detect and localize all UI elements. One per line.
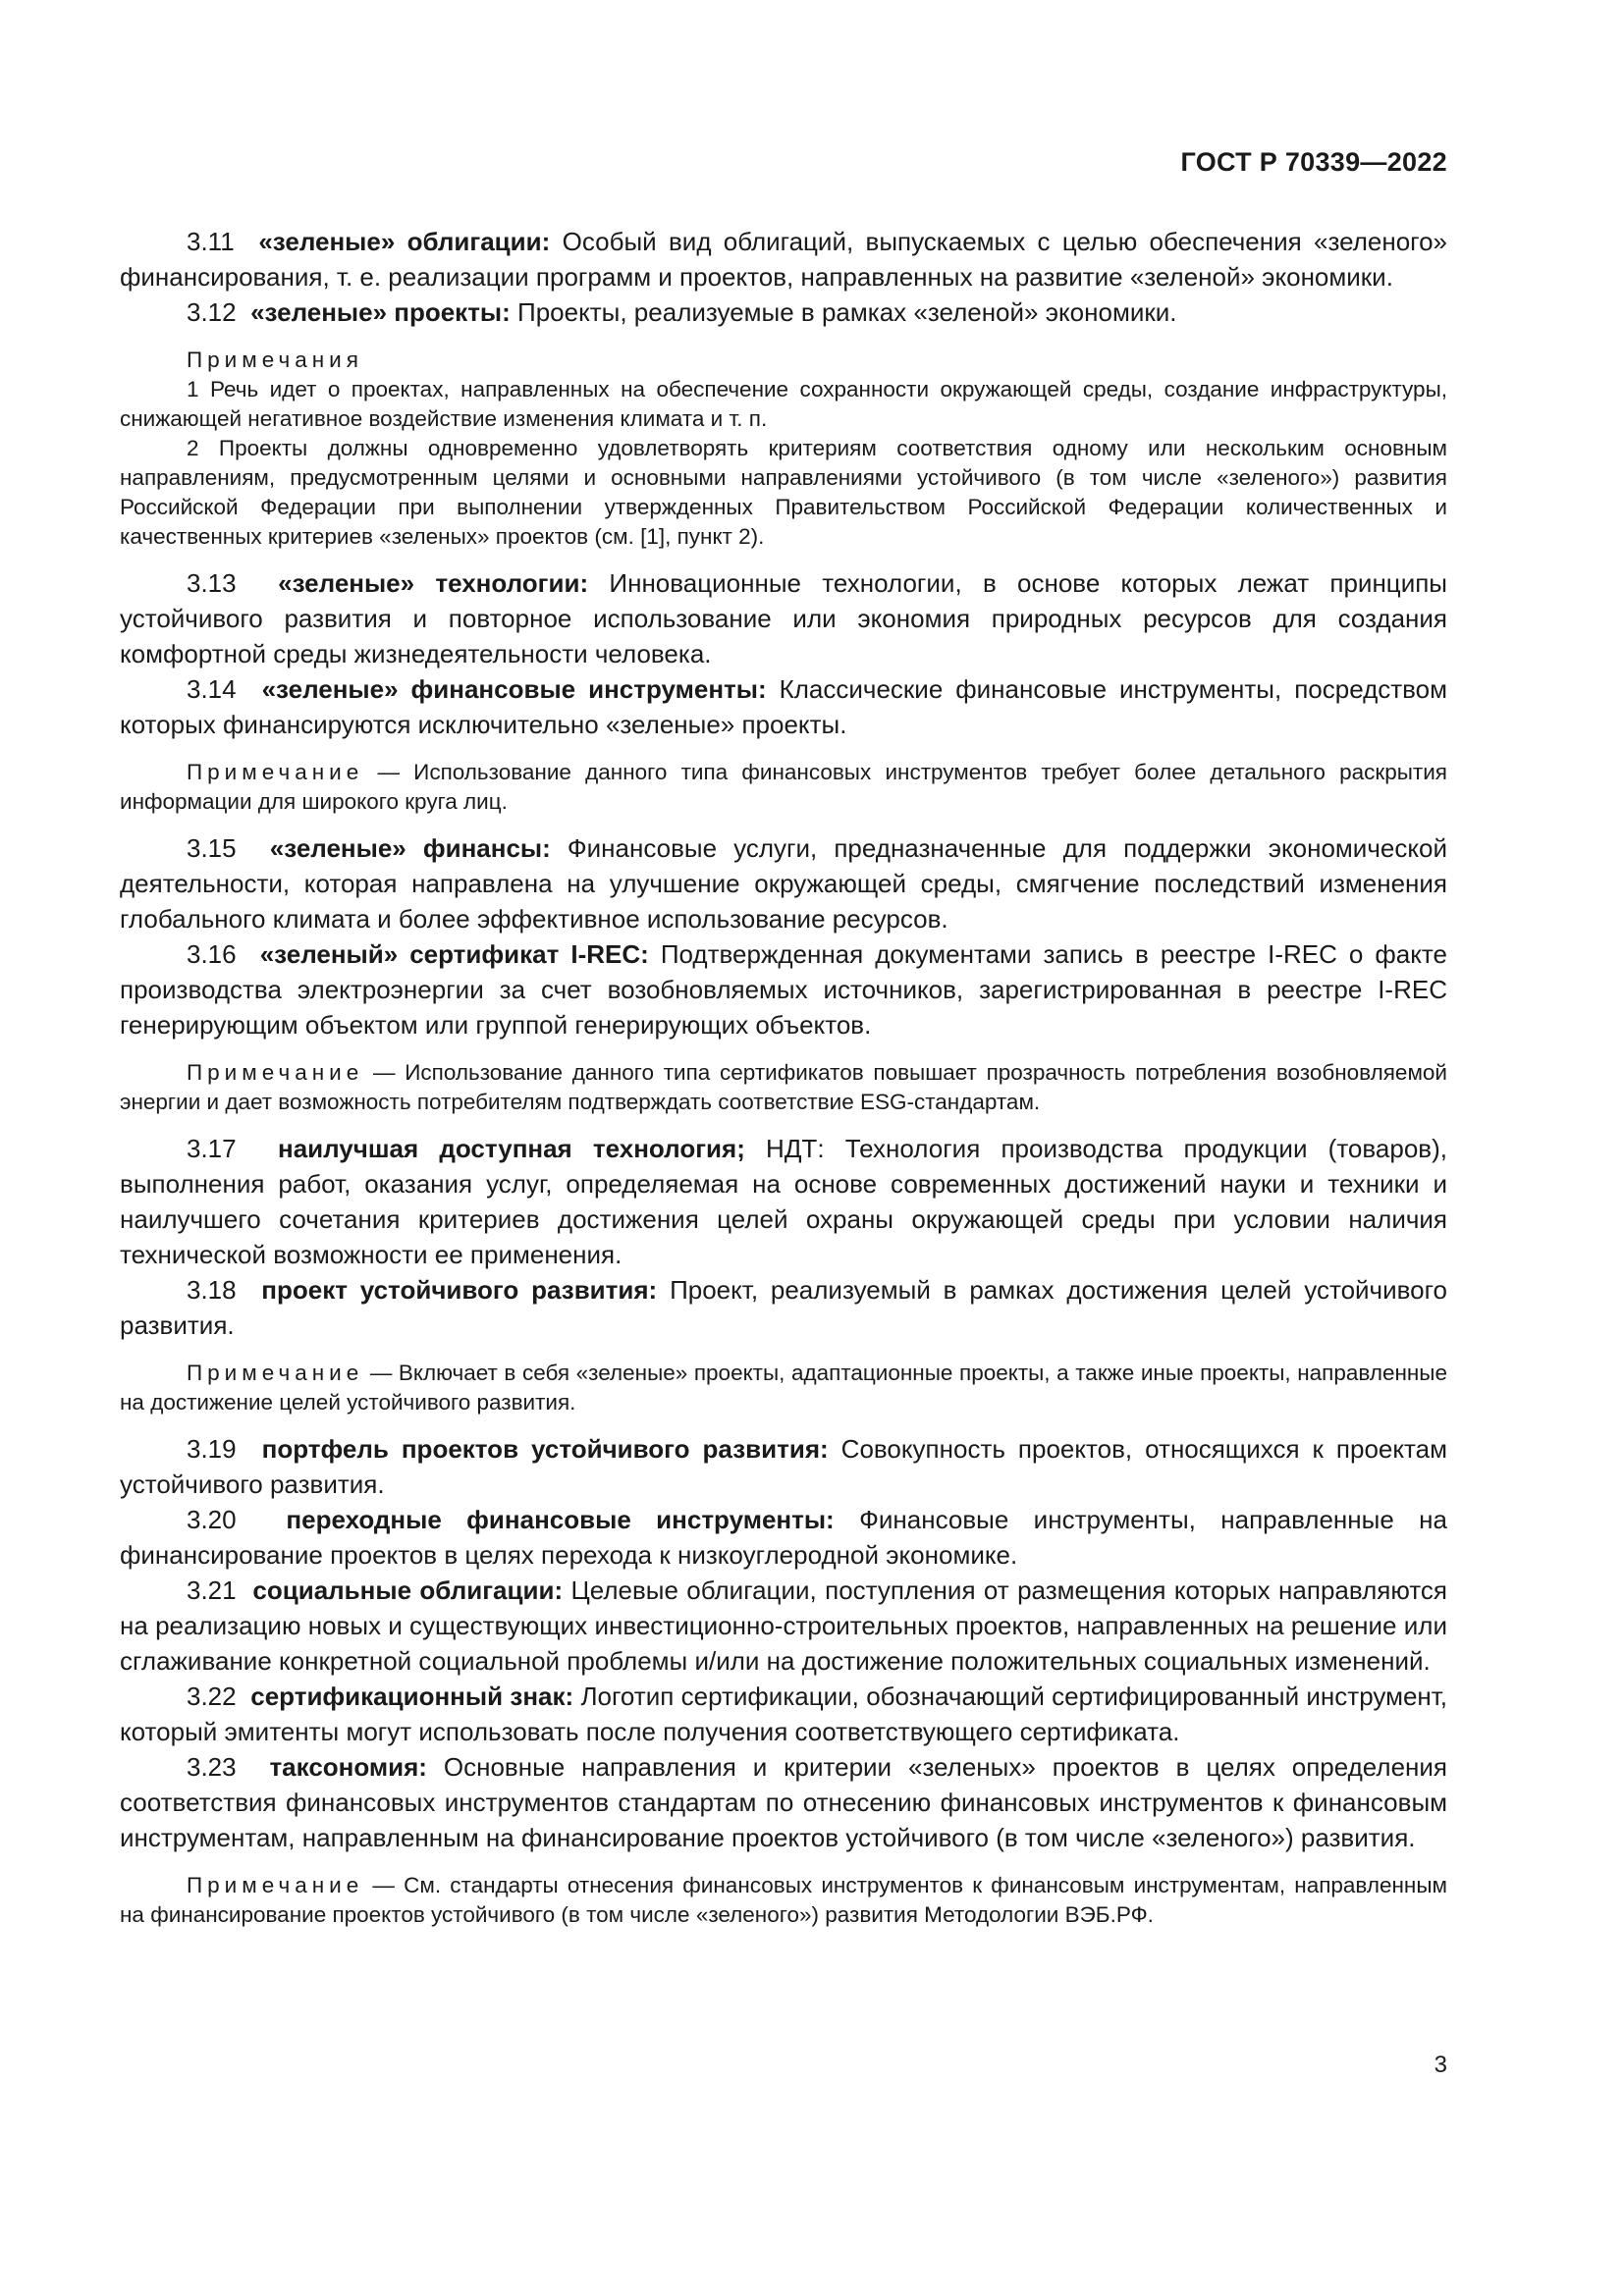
term-name: «зеленые» облигации:	[258, 227, 551, 256]
note-3-23	[120, 1871, 1447, 1930]
term-number: 3.22	[187, 1682, 237, 1711]
note-item	[120, 1871, 1447, 1930]
notes-heading: Примечания	[187, 347, 363, 372]
term-number: 3.23	[187, 1752, 237, 1782]
note-text: — См. стандарты отнесения финансовых инструментов к финансовым инструментам, направленным на финансирование проектов устойчивого (в том числе «зеленого») развития Методологии ВЭБ.РФ.	[120, 1873, 1447, 1927]
note-label: Примечание	[187, 760, 364, 784]
term-name: «зеленый» сертификат I-REC:	[259, 939, 649, 969]
term-number: 3.13	[187, 568, 237, 598]
note-label: Примечание	[187, 1361, 364, 1385]
term-definition: Совокупность проектов, относящихся к проектам устойчивого развития.	[120, 1434, 1448, 1499]
term-definition: Инновационные технологии, в основе которых лежат принципы устойчивого развития и повторное использование или экономия природных ресурсов для создания комфортной среды жизнедеятельности человека.	[120, 568, 1447, 668]
term-number: 3.15	[187, 833, 237, 863]
term-definition: Особый вид облигаций, выпускаемых с целью обеспечения «зеленого» финансирования, т. е. реализации программ и проектов, направленных на развитие «зеленой» экономики.	[120, 227, 1447, 292]
term-name: «зеленые» финансовые инструменты:	[261, 674, 767, 704]
note-text: — Включает в себя «зеленые» проекты, адаптационные проекты, а также иные проекты, направленные на достижение целей устойчивого развития.	[120, 1361, 1447, 1415]
term-3-14	[120, 671, 1447, 742]
term-name: сертификационный знак:	[250, 1682, 574, 1711]
notes-3-12	[120, 346, 1447, 552]
note-text: — Использование данного типа финансовых инструментов требует более детального раскрытия информации для широкого круга лиц.	[120, 760, 1447, 814]
term-3-20	[120, 1502, 1447, 1573]
term-definition: Подтвержденная документами запись в реестре I-REC о факте производства электроэнергии за счет возобновляемых источников, зарегистрированная в реестре I-REC генерирующим объектом или группой генерирующих объектов.	[120, 939, 1448, 1040]
term-definition: Основные направления и критерии «зеленых» проектов в целях определения соответствия финансовых инструментов стандартам по отнесению финансовых инструментов к финансовым инструментам, направленным на финансирование проектов устойчивого (в том числе «зеленого») развития.	[120, 1752, 1447, 1852]
term-name: портфель проектов устойчивого развития:	[261, 1434, 829, 1464]
term-3-15	[120, 830, 1447, 936]
term-number: 3.11	[187, 227, 235, 256]
term-number: 3.17	[187, 1134, 237, 1163]
note-item: 2 Проекты должны одновременно удовлетворять критериям соответствия одному или нескольким основным направлениям, предусмотренным целями и основными направлениями устойчивого (в том числе «зеленого») развития Российской Федерации при выполнении утвержденных Правительством Российской Федерации количественных и качественных критериев «зеленых» проектов (см. [1], пункт 2).	[120, 436, 1447, 549]
note-item: 1 Речь идет о проектах, направленных на обеспечение сохранности окружающей среды, создание инфраструктуры, снижающей негативное воздействие изменения климата и т. п.	[120, 377, 1447, 431]
term-3-16	[120, 936, 1447, 1042]
note-item	[120, 1359, 1447, 1417]
document-id-header: ГОСТ Р 70339—2022	[1180, 147, 1447, 177]
term-name: «зеленые» технологии:	[278, 568, 589, 598]
term-definition: Целевые облигации, поступления от размещения которых направляются на реализацию новых и существующих инвестиционно-строительных проектов, направленных на решение или сглаживание конкретной социальной проблемы и/или на достижение положительных социальных изменений.	[120, 1575, 1447, 1676]
term-3-11	[120, 224, 1447, 294]
term-number: 3.12	[187, 297, 237, 327]
term-3-18	[120, 1272, 1447, 1343]
page-number: 3	[1434, 2052, 1447, 2078]
term-number: 3.19	[187, 1434, 237, 1464]
note-3-18	[120, 1359, 1447, 1417]
term-name: социальные облигации:	[252, 1575, 564, 1605]
term-3-17	[120, 1131, 1447, 1272]
term-number: 3.20	[187, 1505, 237, 1534]
note-item	[120, 1058, 1447, 1117]
note-3-16	[120, 1058, 1447, 1117]
term-definition: НДТ: Технология производства продукции (товаров), выполнения работ, оказания услуг, определяемая на основе современных достижений науки и техники и наилучшего сочетания критериев достижения целей охраны окружающей среды при условии наличия технической возможности ее применения.	[120, 1134, 1447, 1269]
term-definition: Финансовые услуги, предназначенные для поддержки экономической деятельности, которая направлена на улучшение окружающей среды, смягчение последствий изменения глобального климата и более эффективное использование ресурсов.	[120, 833, 1447, 934]
note-label: Примечание	[187, 1873, 364, 1897]
term-number: 3.14	[187, 674, 237, 704]
term-number: 3.16	[187, 939, 237, 969]
term-3-13	[120, 565, 1447, 671]
term-definition: Проект, реализуемый в рамках достижения целей устойчивого развития.	[120, 1275, 1447, 1340]
term-definition: Проекты, реализуемые в рамках «зеленой» экономики.	[517, 297, 1177, 327]
term-name: переходные финансовые инструменты:	[286, 1505, 835, 1534]
term-name: проект устойчивого развития:	[261, 1275, 658, 1305]
term-definition: Классические финансовые инструменты, посредством которых финансируются исключительно «зеленые» проекты.	[120, 674, 1448, 739]
note-item	[120, 758, 1447, 817]
term-definition: Финансовые инструменты, направленные на финансирование проектов в целях перехода к низкоуглеродной экономике.	[120, 1505, 1447, 1570]
term-3-19	[120, 1431, 1447, 1502]
term-3-12	[120, 294, 1447, 330]
term-number: 3.18	[187, 1275, 237, 1305]
document-body	[120, 224, 1447, 1944]
term-3-22	[120, 1679, 1447, 1749]
term-name: таксономия:	[269, 1752, 427, 1782]
term-number: 3.21	[187, 1575, 237, 1605]
term-3-23	[120, 1749, 1447, 1855]
term-3-21	[120, 1573, 1447, 1679]
term-definition: Логотип сертификации, обозначающий сертифицированный инструмент, который эмитенты могут использовать после получения соответствующего сертификата.	[120, 1682, 1448, 1746]
term-name: «зеленые» проекты:	[250, 297, 511, 327]
note-text: — Использование данного типа сертификатов повышает прозрачность потребления возобновляемой энергии и дает возможность потребителям подтверждать соответствие ESG-стандартам.	[120, 1060, 1447, 1114]
term-name: «зеленые» финансы:	[269, 833, 551, 863]
term-name: наилучшая доступная технология;	[277, 1134, 745, 1163]
note-label: Примечание	[187, 1060, 364, 1085]
note-3-14	[120, 758, 1447, 817]
